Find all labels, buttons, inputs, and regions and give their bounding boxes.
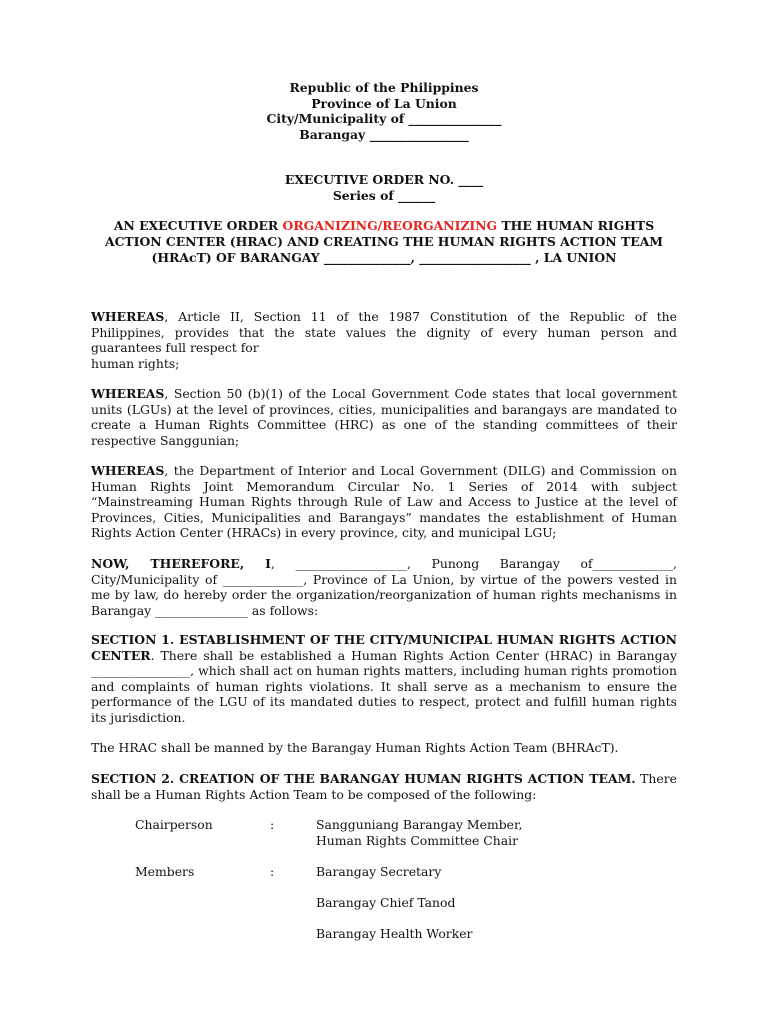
document-header [0, 80, 768, 142]
header-republic: Republic of the Philippines [289, 80, 479, 95]
section-2-paragraph [91, 771, 677, 802]
title-highlight: ORGANIZING/REORGANIZING [282, 218, 498, 233]
whereas-lead: WHEREAS [91, 309, 165, 324]
header-province: Province of La Union [311, 95, 457, 111]
team-composition [135, 817, 615, 941]
whereas-lead: WHEREAS [91, 463, 165, 478]
composition-row-chair-cont [135, 833, 615, 849]
role-chairperson: Chairperson [135, 817, 213, 832]
header-city: City/Municipality of _______________ [266, 111, 502, 126]
order-series: Series of ______ [332, 187, 436, 203]
role-colon: : [270, 863, 275, 879]
member-chief-tanod: Barangay Chief Tanod [316, 894, 456, 910]
whereas-paragraph-2 [91, 386, 677, 448]
composition-row-member-3 [135, 926, 615, 942]
executive-order-heading [0, 172, 768, 203]
composition-spacer [135, 910, 615, 926]
order-number: EXECUTIVE ORDER NO. ____ [284, 172, 484, 187]
section-2-heading: SECTION 2. CREATION OF THE BARANGAY HUMAN RIGHTS ACTION TEAM. [91, 771, 636, 786]
composition-row-members [135, 864, 615, 880]
whereas-text: , the Department of Interior and Local Government (DILG) and Commission on Human Rights Joint Memorandum Circular No. 1 Series of 2014 with subject “Mainstreaming Human Rights through Rule of Law and Access to Justice at the level of Provinces, Cities, Municipalities and Barangays” mandates the establishment of Human Rights Action Center (HRACs) in every province, city, and municipal LGU; [91, 463, 677, 540]
chair-designation-2: Human Rights Committee Chair [316, 832, 519, 848]
now-therefore-paragraph [91, 556, 677, 618]
title-part2: THE HUMAN RIGHTS ACTION CENTER (HRAC) AND CREATING THE HUMAN RIGHTS ACTION TEAM (HRAcT) OF BARANGAY ______________, __________________ , LA UNION [104, 218, 664, 265]
order-title [92, 218, 676, 265]
section-1-text: . There shall be established a Human Rights Action Center (HRAC) in Barangay ________________, which shall act on human rights matters, including human rights promotion and complaints of human rights violations. It shall serve as a mechanism to ensure the performance of the LGU of its mandated duties to respect, protect and fulfill human rights its jurisdiction. [91, 647, 677, 725]
whereas-paragraph-3 [91, 463, 677, 541]
member-health-worker: Barangay Health Worker [316, 925, 473, 941]
whereas-tail: human rights; [91, 355, 180, 371]
whereas-text: , Article II, Section 11 of the 1987 Constitution of the Republic of the Philippines, provides that the state values the dignity of every human person and guarantees full respect for [91, 309, 677, 355]
role-colon: : [270, 817, 275, 832]
now-therefore-lead: NOW, THEREFORE, I [91, 556, 271, 571]
chair-designation-1: Sangguniang Barangay Member, [316, 817, 523, 832]
now-therefore-text: , __________________, Punong Barangay of_____________, City/Municipality of _____________, Province of La Union, by virtue of the powers vested in me by law, do hereby order the organization/reorganization of human rights mechanisms in Barangay _______________ as follows: [91, 556, 677, 618]
hrac-note: The HRAC shall be manned by the Barangay Human Rights Action Team (BHRAcT). [91, 740, 619, 755]
title-part1: AN EXECUTIVE ORDER [113, 218, 283, 233]
composition-spacer [135, 848, 615, 864]
section-1-paragraph [91, 632, 677, 725]
composition-spacer [135, 879, 615, 895]
member-barangay-secretary: Barangay Secretary [316, 863, 442, 879]
hrac-note-paragraph [91, 740, 677, 756]
composition-row-member-2 [135, 895, 615, 911]
composition-row-chair [135, 817, 615, 833]
whereas-lead: WHEREAS [91, 386, 165, 401]
section-1-heading: SECTION 1. ESTABLISHMENT OF THE CITY/MUNICIPAL HUMAN RIGHTS ACTION CENTER [91, 632, 677, 663]
whereas-paragraph-1 [91, 309, 677, 371]
section-2-text: There shall be a Human Rights Action Team to be composed of the following: [91, 771, 677, 802]
role-members: Members [135, 863, 195, 879]
header-barangay: Barangay ________________ [299, 126, 469, 142]
whereas-text: , Section 50 (b)(1) of the Local Government Code states that local government units (LGUs) at the level of provinces, cities, municipalities and barangays are mandated to create a Human Rights Committee (HRC) as one of the standing committees of their respective Sanggunian; [91, 386, 677, 448]
